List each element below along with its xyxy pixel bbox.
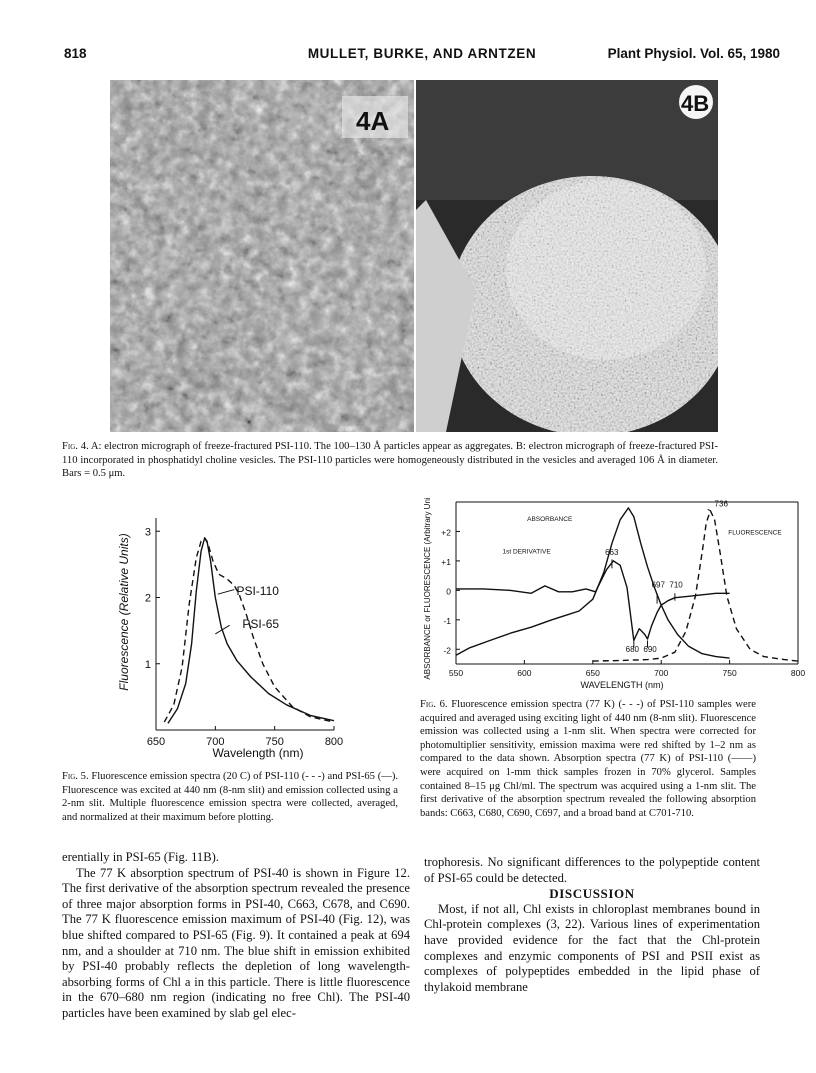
figure6-chart xyxy=(412,498,808,694)
micrograph-4b-image xyxy=(416,80,718,432)
running-authors: MULLET, BURKE, AND ARNTZEN xyxy=(307,46,537,61)
body-right-column xyxy=(424,855,760,995)
series-line-absorbance xyxy=(456,508,730,658)
figure6-y-label: ABSORBANCE or FLUORESCENCE (Arbitrary Units) xyxy=(423,498,432,680)
figure5-x-label: Wavelength (nm) xyxy=(212,746,304,760)
figure5-caption-text: Fluorescence emission spectra (20 C) of PSI-110 (- - -) and PSI-65 (—). Fluorescence was excited at 440 nm (8-nm slit) and emission collected using a 2-nm slit. Multiple fluorescence emission spectra were collected, averaged, and normalized at their maximum before plotting. xyxy=(62,771,398,823)
figure5-svg xyxy=(98,512,398,762)
body-left-column xyxy=(62,850,410,1022)
page-number: 818 xyxy=(64,46,87,61)
series-label-leader xyxy=(215,625,229,634)
x-tick-label: 750 xyxy=(722,668,737,678)
body-left-paragraph-2: The 77 K absorption spectrum of PSI-40 is shown in Figure 12. The first derivative of the absorption spectrum revealed the presence of three major absorption forms in PSI-40, C663, C678, and C690. The 77 K fluorescence emission maximum of PSI-40 (Fig. 12), was blue shifted compared to PSI-65 (Fig. 9). It contained a peak at 694 nm, and a shoulder at 710 nm. The blue shift in emission exhibited by PSI-40 probably reflects the depletion of long wavelength-absorbing forms of Chl a in this particle. There is little fluorescence in the 670–680 nm region (indicating no free Chl). The PSI-40 particles have been examined by slab gel elec- xyxy=(62,865,410,1020)
body-right-paragraph-1: trophoresis. No significant differences to the polypeptide content of PSI-65 could be detected. xyxy=(424,855,760,885)
body-left-paragraph-1: erentially in PSI-65 (Fig. 11B). xyxy=(62,850,219,864)
figure4-caption-text: A: electron micrograph of freeze-fractured PSI-110. The 100–130 Å particles appear as aggregates. B: electron micrograph of freeze-fractured PSI-110 incorporated in phosphatidyl choline vesicles. The PSI-110 particles were homogeneously distributed in the vesicles and averaged 106 Å in diameter. Bars = 0.5 μm. xyxy=(62,441,718,480)
figure6-caption-text: Fluorescence emission spectra (77 K) (- - -) of PSI-110 samples were acquired and averaged using exciting light of 440 nm (8-nm slit). Fluorescence emission was collected using a 1-nm slit. When spectra were corrected for photomultiplier sensitivity, emission maxima were red shifted by 1–2 nm as compared to the data shown. Absorption spectra (77 K) of PSI-110 (——) were acquired on 1-mm thick samples frozen in 70% glycerol. Samples contained 8–15 μg Chl/ml. The spectrum was acquired using a 1-nm slit. The first derivative of the absorption spectrum revealed the following absorption bands: C663, C680, C690, C697, and a broad band at C701-710. xyxy=(420,699,756,819)
y-tick-label: 2 xyxy=(144,592,151,605)
annotation-label: 736 xyxy=(714,499,728,509)
annotation-arrow xyxy=(708,509,711,510)
x-tick-label: 550 xyxy=(448,668,464,678)
y-tick-label: -2 xyxy=(443,645,451,656)
series-label: PSI-65 xyxy=(242,617,280,631)
x-tick-label: 700 xyxy=(654,668,669,678)
series-label-leader xyxy=(218,590,235,595)
annotation-label: FLUORESCENCE xyxy=(728,529,782,537)
annotation-label: 697 xyxy=(651,580,665,590)
x-tick-label: 650 xyxy=(146,736,166,748)
x-tick-label: 650 xyxy=(585,668,600,678)
y-tick-label: +2 xyxy=(441,527,451,538)
figure5-y-label: Fluorescence (Relative Units) xyxy=(117,533,131,691)
figure6-x-label: WAVELENGTH (nm) xyxy=(580,680,664,690)
x-tick-label: 750 xyxy=(265,736,284,748)
figure5-chart xyxy=(98,512,398,762)
annotation-label: ABSORBANCE xyxy=(527,516,573,524)
y-tick-label: 1 xyxy=(144,658,151,671)
figure4-caption xyxy=(62,440,718,481)
annotation-label: 663 xyxy=(605,548,619,558)
panel-4b-label: 4B xyxy=(681,91,710,116)
figure6-caption-label: Fig. 6. xyxy=(420,699,448,710)
x-tick-label: 800 xyxy=(324,736,344,748)
figure4-caption-label: Fig. 4. xyxy=(62,441,89,452)
annotation-label: 710 xyxy=(669,580,683,590)
y-tick-label: 3 xyxy=(144,526,151,539)
panel-4a-label: 4A xyxy=(356,106,390,136)
series-line-1st-derivative xyxy=(456,561,730,641)
body-right-paragraph-2: Most, if not all, Chl exists in chloroplast membranes bound in Chl-protein complexes (3, 22). Various lines of experimentation have provided evidence for the fact that the Chl-protein complexes and enzymic components of PSI and PSII exist as complexes of polypeptides embedded in the lipid phase of thylakoid membrane xyxy=(424,901,760,994)
y-tick-label: 0 xyxy=(446,586,451,597)
figure5-caption xyxy=(62,770,398,824)
annotation-label: 680 xyxy=(625,645,639,655)
micrograph-4b xyxy=(416,80,718,432)
y-tick-label: +1 xyxy=(441,556,451,567)
y-tick-label: -1 xyxy=(443,615,451,626)
x-tick-label: 800 xyxy=(790,668,806,678)
x-tick-label: 700 xyxy=(206,736,225,748)
series-label: PSI-110 xyxy=(236,583,279,598)
discussion-heading: DISCUSSION xyxy=(549,886,635,902)
figure6-svg xyxy=(412,498,808,694)
micrograph-4a-image xyxy=(110,80,414,432)
figure5-caption-label: Fig. 5. xyxy=(62,771,89,782)
running-header xyxy=(64,46,780,68)
journal-citation: Plant Physiol. Vol. 65, 1980 xyxy=(607,46,780,61)
annotation-label: 1st DERIVATIVE xyxy=(502,548,551,556)
figure6-caption xyxy=(420,698,756,820)
micrograph-4a xyxy=(110,80,414,432)
annotation-label: 690 xyxy=(643,645,657,655)
x-tick-label: 600 xyxy=(517,668,532,678)
